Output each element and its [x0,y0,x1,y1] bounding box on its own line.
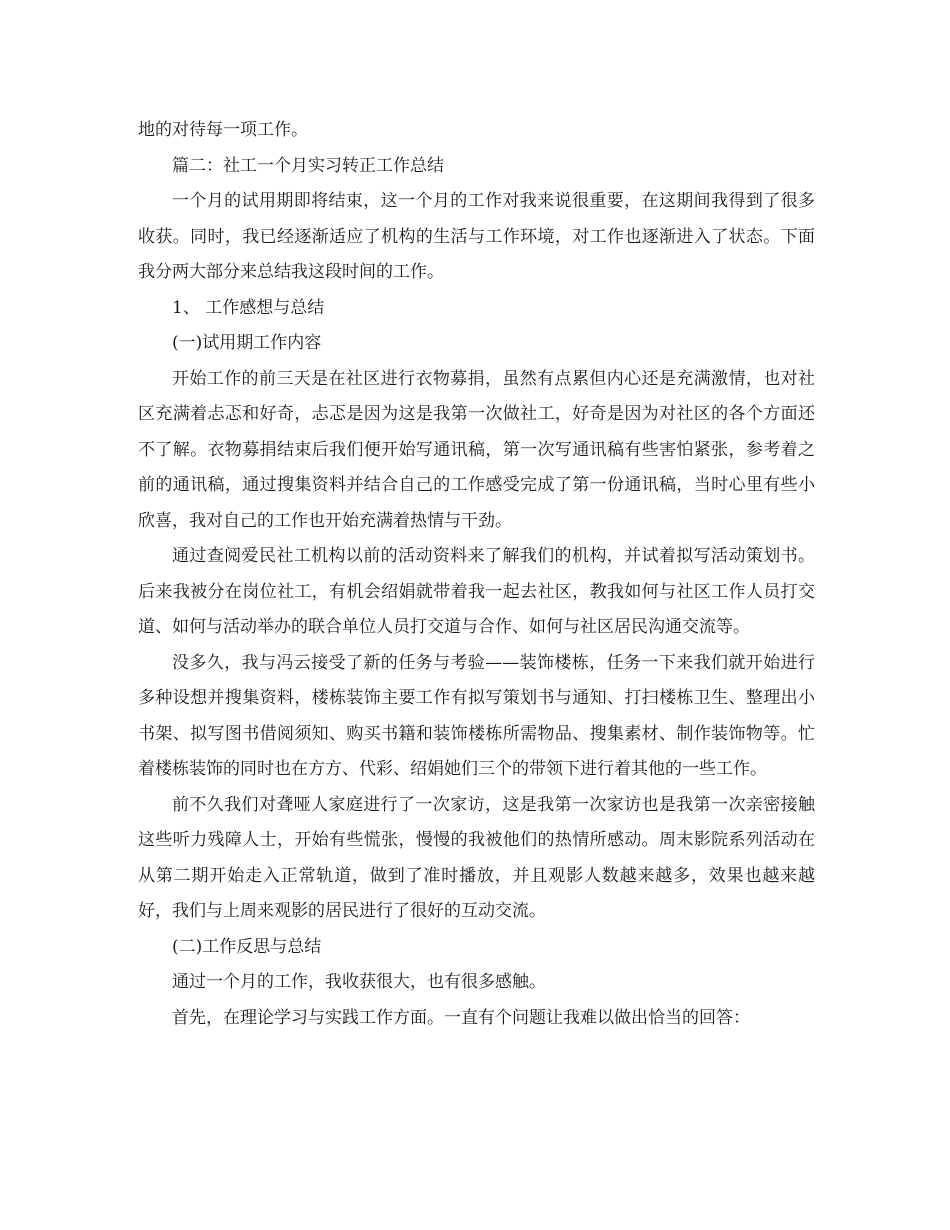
paragraph-building-decoration: 没多久，我与冯云接受了新的任务与考验——装饰楼栋，任务一下来我们就开始进行多种设想并搜集资料，楼栋装饰主要工作有拟写策划书与通知、打扫楼栋卫生、整理出小书架、拟写图书借阅须知、购买书籍和装饰楼栋所需物品、搜集素材、制作装饰物等。忙着楼栋装饰的同时也在方方、代彩、绍娟她们三个的带领下进行着其他的一些工作。 [138,652,815,779]
document-body [138,113,815,1036]
paragraph-intro: 一个月的试用期即将结束，这一个月的工作对我来说很重要，在这期间我得到了很多收获。同时，我已经逐渐适应了机构的生活与工作环境，对工作也逐渐进入了状态。下面我分两大部分来总结我这段时间的工作。 [138,191,815,282]
subheading-reflection-summary: (二)工作反思与总结 [172,936,322,957]
paragraph-theory-practice: 首先，在理论学习与实践工作方面。一直有个问题让我难以做出恰当的回答： [172,1007,750,1028]
paragraph-gains: 通过一个月的工作，我收获很大，也有很多感触。 [172,972,546,992]
section-heading-part-two: 篇二：社工一个月实习转正工作总结 [172,155,444,176]
subheading-probation-content: (一)试用期工作内容 [172,333,322,353]
paragraph-agency-materials: 通过查阅爱民社工机构以前的活动资料来了解我们的机构，并试着拟写活动策划书。后来我被分在岗位社工，有机会绍娟就带着我一起去社区，教我如何与社区工作人员打交道、如何与活动举办的联合单位人员打交道与合作、如何与社区居民沟通交流等。 [138,546,815,637]
paragraph-first-days: 开始工作的前三天是在社区进行衣物募捐，虽然有点累但内心还是充满激情，也对社区充满着忐忑和好奇，忐忑是因为这是我第一次做社工，好奇是因为对社区的各个方面还不了解。衣物募捐结束后我们便开始写通讯稿，第一次写通讯稿有些害怕紧张，参考着之前的通讯稿，通过搜集资料并结合自己的工作感受完成了第一份通讯稿，当时心里有些小欣喜，我对自己的工作也开始充满着热情与干劲。 [138,368,815,531]
heading-work-reflections: 1、 工作感想与总结 [172,297,325,318]
paragraph-continuation: 地的对待每一项工作。 [138,120,308,140]
paragraph-home-visit: 前不久我们对聋哑人家庭进行了一次家访，这是我第一次家访也是我第一次亲密接触这些听力残障人士，开始有些慌张，慢慢的我被他们的热情所感动。周末影院系列活动在从第二期开始走入正常轨道，做到了准时播放，并且观影人数越来越多，效果也越来越好，我们与上周来观影的居民进行了很好的互动交流。 [138,794,815,921]
